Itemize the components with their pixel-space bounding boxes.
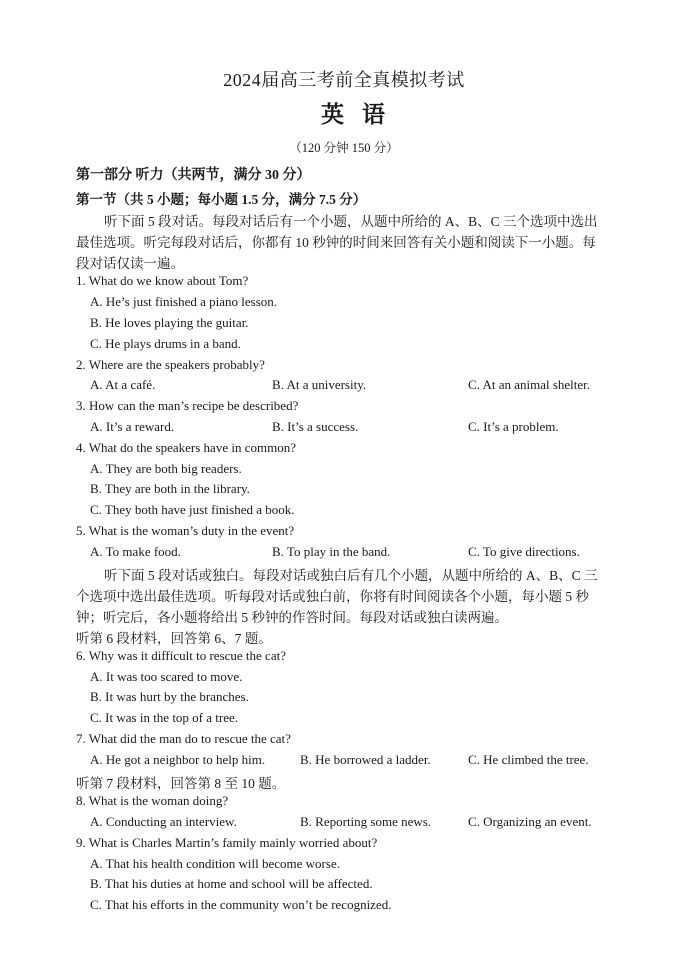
material-6-heading: 听第 6 段材料，回答第 6、7 题。 [76,631,272,646]
question-7: 7. What did the man do to rescue the cat? [76,731,291,746]
option-2c: C. At an animal shelter. [468,377,591,392]
option-6b: B. It was hurt by the branches. [90,689,249,704]
option-1a: A. He’s just finished a piano lesson. [90,294,278,309]
option-9b: B. That his duties at home and school will be affected. [90,876,373,891]
option-8b: B. Reporting some news. [300,814,432,829]
option-9a: A. That his health condition will become worse. [90,856,340,871]
question-3: 3. How can the man’s recipe be described? [76,398,299,413]
option-7a: A. He got a neighbor to help him. [90,752,266,767]
option-5b: B. To play in the band. [272,544,391,559]
option-2a: A. At a café. [90,377,156,392]
question-6: 6. Why was it difficult to rescue the cat? [76,648,286,663]
instruction-line: 段对话仅读一遍。 [76,256,184,271]
instruction-line: 听下面 5 段对话。每段对话后有一个小题，从题中所给的 A、B、C 三个选项中选出 [104,214,598,229]
instruction-line: 最佳选项。听完每段对话后，你都有 10 秒钟的时间来回答有关小题和阅读下一小题。每 [76,235,596,250]
option-4a: A. They are both big readers. [90,461,242,476]
option-2b: B. At a university. [272,377,367,392]
instruction-line: 听下面 5 段对话或独白。每段对话或独白后有几个小题，从题中所给的 A、B、C 三 [104,568,598,583]
instruction-line: 钟；听完后，各小题将给出 5 秒钟的作答时间。每段对话或独白读两遍。 [76,610,508,625]
question-8: 8. What is the woman doing? [76,793,229,808]
option-3c: C. It’s a problem. [468,419,559,434]
option-6a: A. It was too scared to move. [90,669,243,684]
question-2: 2. Where are the speakers probably? [76,357,265,372]
option-5a: A. To make food. [90,544,181,559]
option-3b: B. It’s a success. [272,419,359,434]
instruction-line: 个选项中选出最佳选项。听每段对话或独白前，你将有时间阅读各个小题，每小题 5 秒 [76,589,589,604]
question-4: 4. What do the speakers have in common? [76,440,296,455]
question-1: 1. What do we know about Tom? [76,273,249,288]
option-8c: C. Organizing an event. [468,814,592,829]
question-5: 5. What is the woman’s duty in the event? [76,523,295,538]
option-9c: C. That his efforts in the community won’t be recognized. [90,897,392,912]
option-7b: B. He borrowed a ladder. [300,752,431,767]
exam-time: （120 分钟 150 分） [289,141,399,155]
option-6c: C. It was in the top of a tree. [90,710,239,725]
option-8a: A. Conducting an interview. [90,814,237,829]
section1-heading: 第一节（共 5 小题；每小题 1.5 分，满分 7.5 分） [76,192,367,207]
question-9: 9. What is Charles Martin’s family mainly worried about? [76,835,378,850]
subject-title: 英语 [321,102,403,128]
option-4b: B. They are both in the library. [90,481,250,496]
option-1b: B. He loves playing the guitar. [90,315,249,330]
option-7c: C. He climbed the tree. [468,752,589,767]
part1-heading: 第一部分 听力（共两节，满分 30 分） [76,168,311,183]
material-7-heading: 听第 7 段材料，回答第 8 至 10 题。 [76,776,286,791]
exam-title: 2024届高三考前全真模拟考试 [223,70,465,90]
option-5c: C. To give directions. [468,544,580,559]
option-1c: C. He plays drums in a band. [90,336,241,351]
option-3a: A. It’s a reward. [90,419,175,434]
option-4c: C. They both have just finished a book. [90,502,295,517]
